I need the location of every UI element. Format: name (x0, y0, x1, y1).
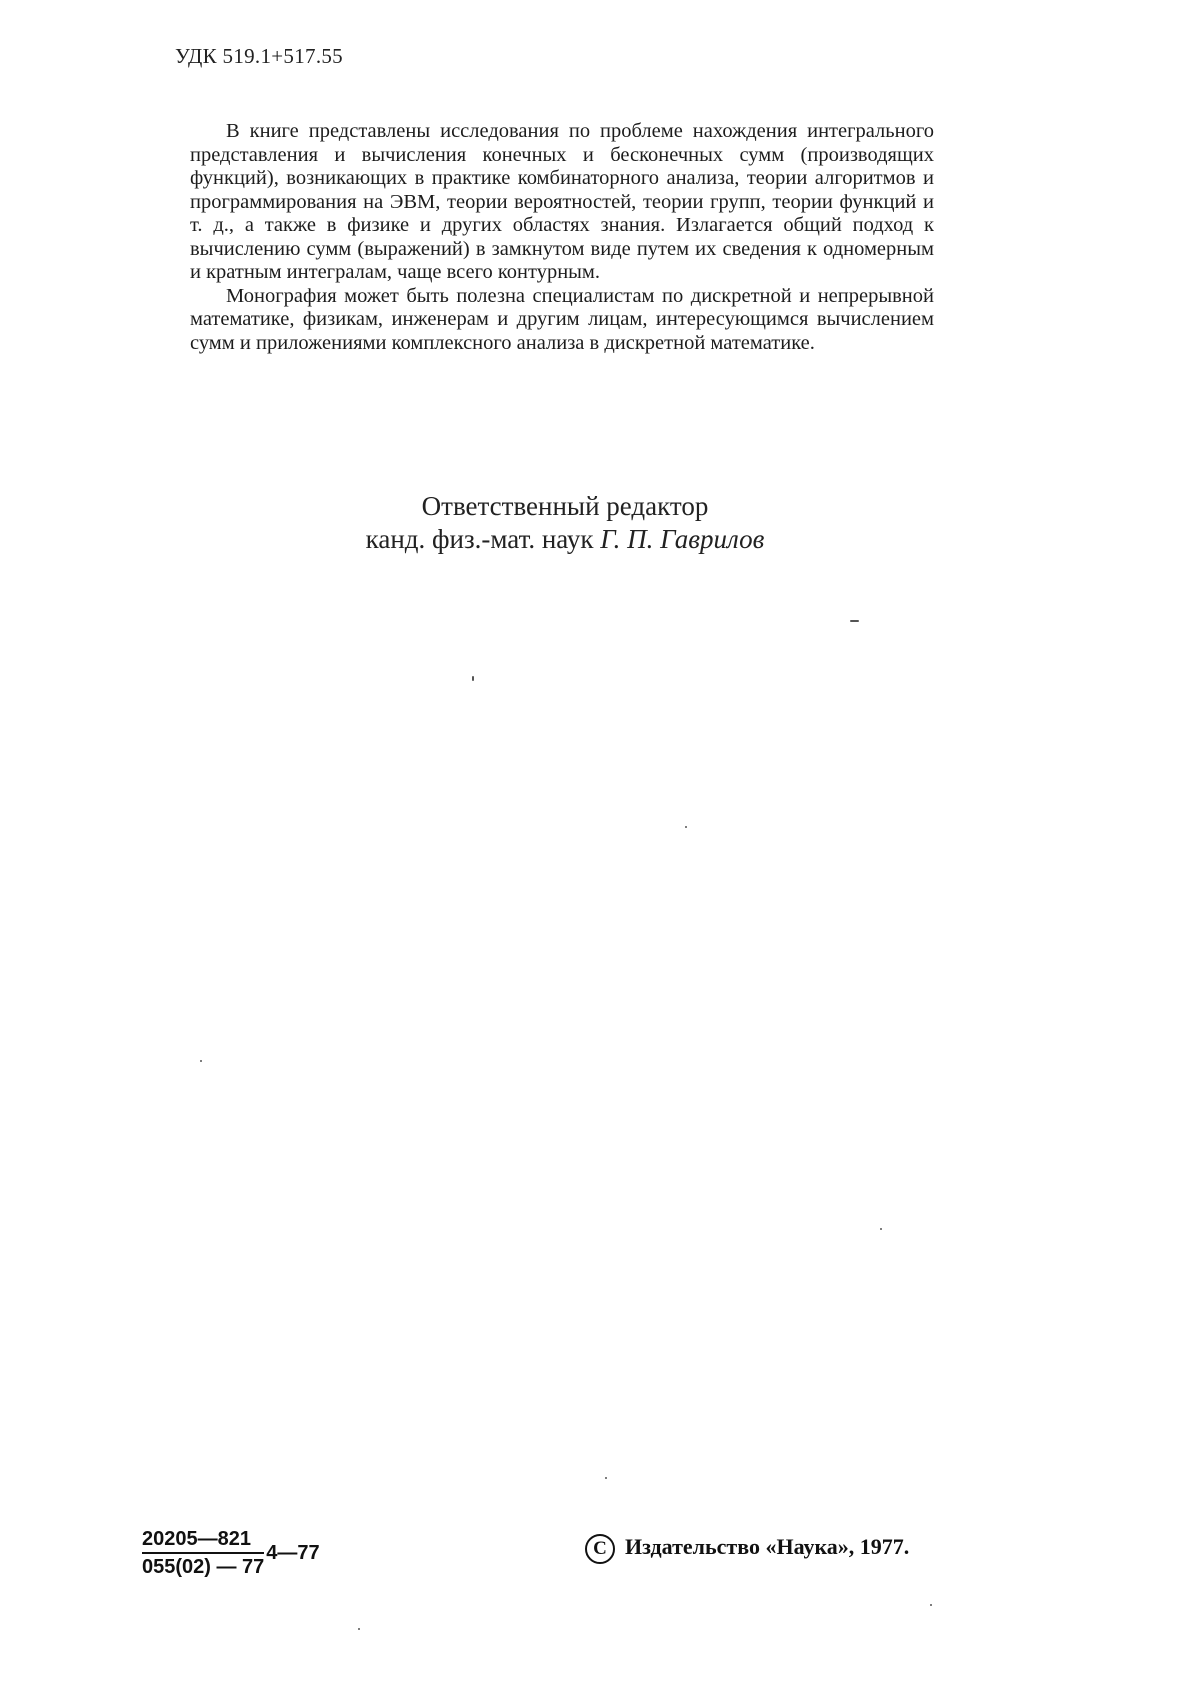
editor-heading: Ответственный редактор (421, 491, 709, 521)
udk-code: УДК 519.1+517.55 (175, 44, 343, 68)
abstract (190, 120, 934, 355)
catalog-code (142, 1527, 320, 1579)
catalog-numerator: 20205—821 (142, 1527, 264, 1554)
abstract-paragraph-2: Монография может быть полезна специалистам по дискретной и непрерывной математике, физикам, инженерам и другим лицам, интересующимся вычислением сумм и приложениями комплексного анализа в дискретной математике. (190, 284, 934, 354)
scan-speck (358, 1628, 360, 1630)
scan-speck (472, 676, 474, 681)
publisher-text: Издательство «Наука», 1977. (625, 1534, 910, 1560)
editor-name: Г. П. Гаврилов (600, 524, 765, 554)
catalog-fraction (142, 1527, 264, 1579)
editor-degree: канд. физ.-мат. наук (365, 524, 594, 554)
abstract-paragraph-1: В книге представлены исследования по проблеме нахождения интегрального представления и вычисления конечных и бесконечных сумм (производящих функций), возникающих в практике комбинаторного анализа, теории алгоритмов и программирования на ЭВМ, теории вероятностей, теории групп, теории функций и т. д., а также в физике и других областях знания. Излагается общий подход к вычислению сумм (выражений) в замкнутом виде путем их сведения к одномерным и кратным интегралам, чаще всего контурным. (190, 120, 934, 283)
editor-credit (0, 523, 1130, 556)
copyright-line (585, 1534, 909, 1564)
scan-speck (930, 1604, 932, 1606)
catalog-suffix: 4—77 (266, 1541, 320, 1564)
scan-speck (200, 1060, 202, 1062)
copyright-icon: C (585, 1534, 615, 1564)
scan-speck (605, 1477, 607, 1479)
scan-speck (850, 620, 859, 622)
scan-speck (685, 826, 687, 828)
catalog-denominator: 055(02) — 77 (142, 1556, 265, 1578)
editor-block (0, 490, 1130, 556)
scan-speck (880, 1228, 882, 1230)
